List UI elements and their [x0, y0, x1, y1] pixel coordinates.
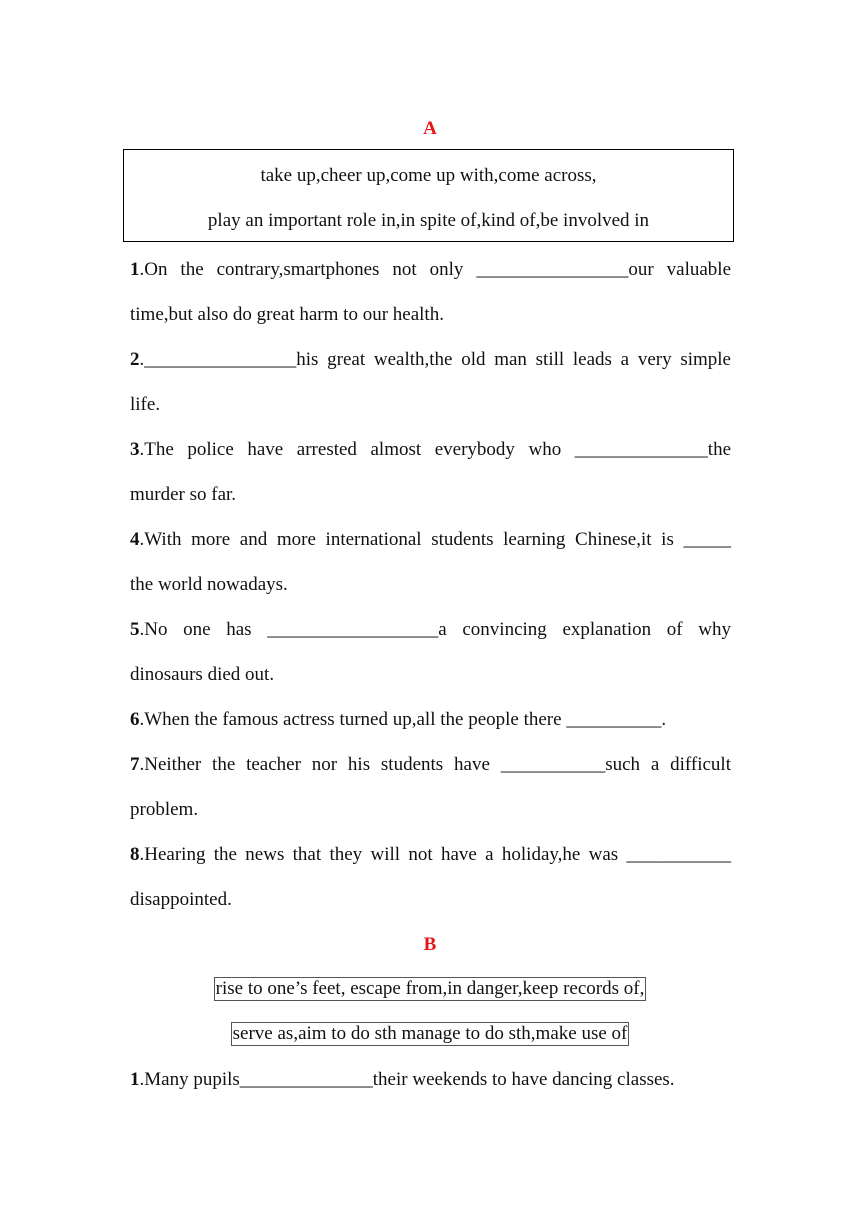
item-number: 2 — [130, 349, 140, 370]
word-box-line-2: play an important role in,in spite of,kind of,be involved in — [207, 210, 650, 231]
item-a8-line-2: disappointed. — [130, 889, 232, 910]
item-text: .Neither the teacher nor his students have ___________such a difficult — [139, 754, 731, 775]
item-number: 7 — [130, 754, 140, 775]
item-a1-line-2: time,but also do great harm to our health. — [130, 304, 444, 325]
item-number: 6 — [130, 709, 140, 730]
item-a7-line-2: problem. — [130, 799, 199, 820]
item-text: .Hearing the news that they will not have a holiday,he was ___________ — [139, 844, 731, 865]
item-a5-line-1 — [130, 617, 731, 643]
word-box-line-1: take up,cheer up,come up with,come across, — [260, 165, 597, 186]
section-b-heading: B — [423, 934, 437, 955]
item-a7-line-1 — [130, 752, 731, 778]
section-a-word-box — [123, 149, 734, 242]
section-b-word-box-line-1 — [0, 977, 860, 1003]
item-number: 8 — [130, 844, 140, 865]
item-number: 3 — [130, 439, 140, 460]
item-text: .The police have arrested almost everybody who ______________the — [139, 439, 731, 460]
word-box-text: serve as,aim to do sth manage to do sth,make use of — [232, 1023, 628, 1044]
item-a2-line-2: life. — [130, 394, 161, 415]
item-b1-line-1 — [130, 1067, 731, 1093]
item-a2-line-1 — [130, 347, 731, 373]
section-b-word-box-line-2 — [0, 1022, 860, 1048]
item-number: 4 — [130, 529, 140, 550]
section-a-heading: A — [423, 118, 437, 139]
item-a5-line-2: dinosaurs died out. — [130, 664, 275, 685]
item-text: .On the contrary,smartphones not only ________________our valuable — [139, 259, 731, 280]
item-number: 5 — [130, 619, 140, 640]
item-a4-line-2: the world nowadays. — [130, 574, 288, 595]
word-box-text: rise to one’s feet, escape from,in danger,keep records of, — [215, 978, 645, 999]
item-a4-line-1 — [130, 527, 731, 553]
item-number: 1 — [130, 259, 140, 280]
item-a1-line-1 — [130, 257, 731, 283]
item-a3-line-2: murder so far. — [130, 484, 237, 505]
item-a3-line-1 — [130, 437, 731, 463]
item-a8-line-1 — [130, 842, 731, 868]
item-a6-line-1 — [130, 707, 731, 733]
item-text: .________________his great wealth,the old man still leads a very simple — [139, 349, 731, 370]
item-number: 1 — [130, 1069, 140, 1090]
item-text: .Many pupils______________their weekends to have dancing classes. — [139, 1069, 675, 1090]
item-text: .When the famous actress turned up,all the people there __________. — [139, 709, 667, 730]
item-text: .With more and more international students learning Chinese,it is _____ — [139, 529, 731, 550]
item-text: .No one has __________________a convincing explanation of why — [139, 619, 731, 640]
